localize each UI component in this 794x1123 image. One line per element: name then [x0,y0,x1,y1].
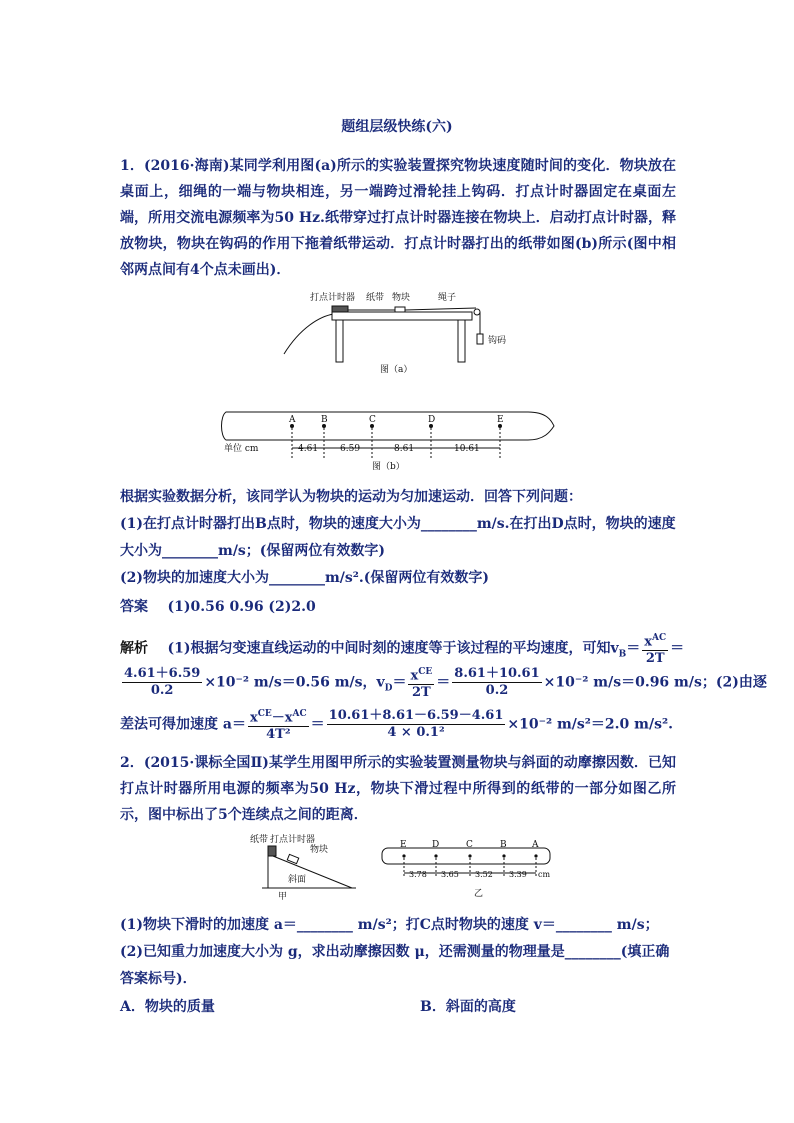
q1-lead: 根据实验数据分析，该同学认为物块的运动为匀加速运动．回答下列问题： [120,489,582,505]
solution-text-1: (1)根据匀变速直线运动的中间时刻的速度等于该过程的平均速度，可知v [167,640,619,657]
fig-a-caption: 图（a） [380,365,413,374]
fig-jia-timer-label: 打点计时器 [270,835,316,845]
q2-part2-line1: (2)已知重力加速度大小为 g，求出动摩擦因数 μ，还需测量的物理量是________(填正确 [120,944,670,960]
fraction-xce-2t: $\frac{x^{CE}}{2T}$ [408,664,434,701]
q1-solution-line1: 解析 (1)根据匀变速直线运动的中间时刻的速度等于该过程的平均速度，可知$v_B=$ $\frac{x^{AC}}{2T}$ ＝ [120,630,680,667]
fig-a-rope-label: 绳子 [438,293,457,303]
fig-a-block-label: 物块 [392,293,411,303]
q1-solution-line2: $\frac{4.61+6.59}{0.2}$ ×10⁻² m/s＝0.56 m/s，$v_D=$ $\frac{x^{CE}}{2T}$ ＝ $\frac{8.61+10.61}{0.2}$ ×10⁻² m/s＝0.96 m/s；(2)由逐 [120,664,680,701]
fig-b-point-e: E [497,415,504,425]
q1-part2: (2)物块的加速度大小为________m/s².(保留两位有效数字) [120,570,490,586]
fig-b-dist-2: 6.59 [340,444,361,454]
fraction-2: $\frac{8.61+10.61}{0.2}$ [454,666,540,699]
figure-jia [248,832,360,900]
figure-a [280,288,520,374]
fig-jia-caption: 甲 [278,892,288,900]
fig-jia-tape-label: 纸带 [250,835,269,845]
fig-jia-block-label: 物块 [310,845,329,855]
fig-b-unit: 单位 cm [224,444,259,454]
fraction-xac-2t: $\frac{x^{AC}}{2T}$ [642,630,668,667]
fig-b-caption: 图（b） [372,462,405,472]
q2-stem: 2．(2015·课标全国Ⅱ)某学生用图甲所示的实验装置测量物块与斜面的动摩擦因数．已知打点计时器所用电源的频率为50 Hz，物块下滑过程中所得到的纸带的一部分如图乙所示，图中标出了5个连续点之间的距离． [120,755,676,823]
fig-jia-slope-label: 斜面 [288,875,307,885]
fig-b-point-c: C [369,415,376,425]
fig-a-timer-label: 打点计时器 [310,293,356,303]
answer-label: 答案 [120,599,148,615]
figure-yi [378,840,554,898]
fig-b-dist-4: 10.61 [454,444,480,454]
fig-yi-point-a: A [532,840,539,850]
solution-label: 解析 [120,640,148,657]
fig-yi-dist-1: 3.78 [409,870,427,879]
fig-a-tape-label: 纸带 [366,293,385,303]
fig-yi-unit: cm [538,870,551,879]
fig-yi-point-d: D [432,840,440,850]
fig-yi-dist-4: 3.39 [509,870,527,879]
fraction-1: $\frac{4.61+6.59}{0.2}$ [124,666,201,699]
fig-b-point-b: B [321,415,328,425]
q1-solution-line3: 差法可得加速度 a＝ $\frac{x^{CE}-x^{AC}}{\text{4T²}}$ ＝ $\frac{10.61+8.61-6.59-4.61}{\text{4 × 0.1²}}$ ×10⁻² m/s²＝2.0 m/s². [120,706,680,743]
fig-b-dist-3: 8.61 [394,444,415,454]
fig-b-dist-1: 4.61 [298,444,319,454]
page-title: 题组层级快练(六) [341,119,453,135]
fig-yi-dist-3: 3.52 [475,870,493,879]
q2-part2-line2: 答案标号)． [120,971,197,987]
fig-yi-point-e: E [400,840,407,850]
fig-a-weight-label: 钩码 [488,336,507,346]
fig-yi-caption: 乙 [474,889,484,898]
figure-b [218,408,558,472]
fig-yi-point-c: C [466,840,473,850]
q1-answer-row [120,596,680,616]
q1-stem: 1．(2016·海南)某同学利用图(a)所示的实验装置探究物块速度随时间的变化．物块放在桌面上，细绳的一端与物块相连，另一端跨过滑轮挂上钩码．打点计时器固定在桌面左端，所用交流电源频率为50 Hz.纸带穿过打点计时器连接在物块上．启动打点计时器，释放物块，物块在钩码的作用下拖着纸带运动．打点计时器打出的纸带如图(b)所示(图中相邻两点间有4个点未画出)． [120,158,676,278]
option-a: A．物块的质量 [120,999,215,1015]
fig-yi-dist-2: 3.65 [441,870,459,879]
fig-yi-point-b: B [500,840,507,850]
fig-b-point-a: A [289,415,296,425]
option-b: B．斜面的高度 [420,999,516,1015]
answer-text: (1)0.56 0.96 (2)2.0 [167,599,316,615]
fig-b-point-d: D [428,415,436,425]
fraction-3: $\frac{x^{CE}-x^{AC}}{\text{4T²}}$ [248,706,309,743]
fraction-4: $\frac{10.61+8.61-6.59-4.61}{\text{4 × 0.1²}}$ [328,708,504,741]
q1-part1-line1: (1)在打点计时器打出B点时，物块的速度大小为________m/s.在打出D点时，物块的速度 [120,516,676,532]
q2-part1: (1)物块下滑时的加速度 a＝________ m/s²；打C点时物块的速度 v＝________ m/s； [120,917,659,933]
q1-part1-line2: 大小为________m/s；(保留两位有效数字) [120,543,386,559]
